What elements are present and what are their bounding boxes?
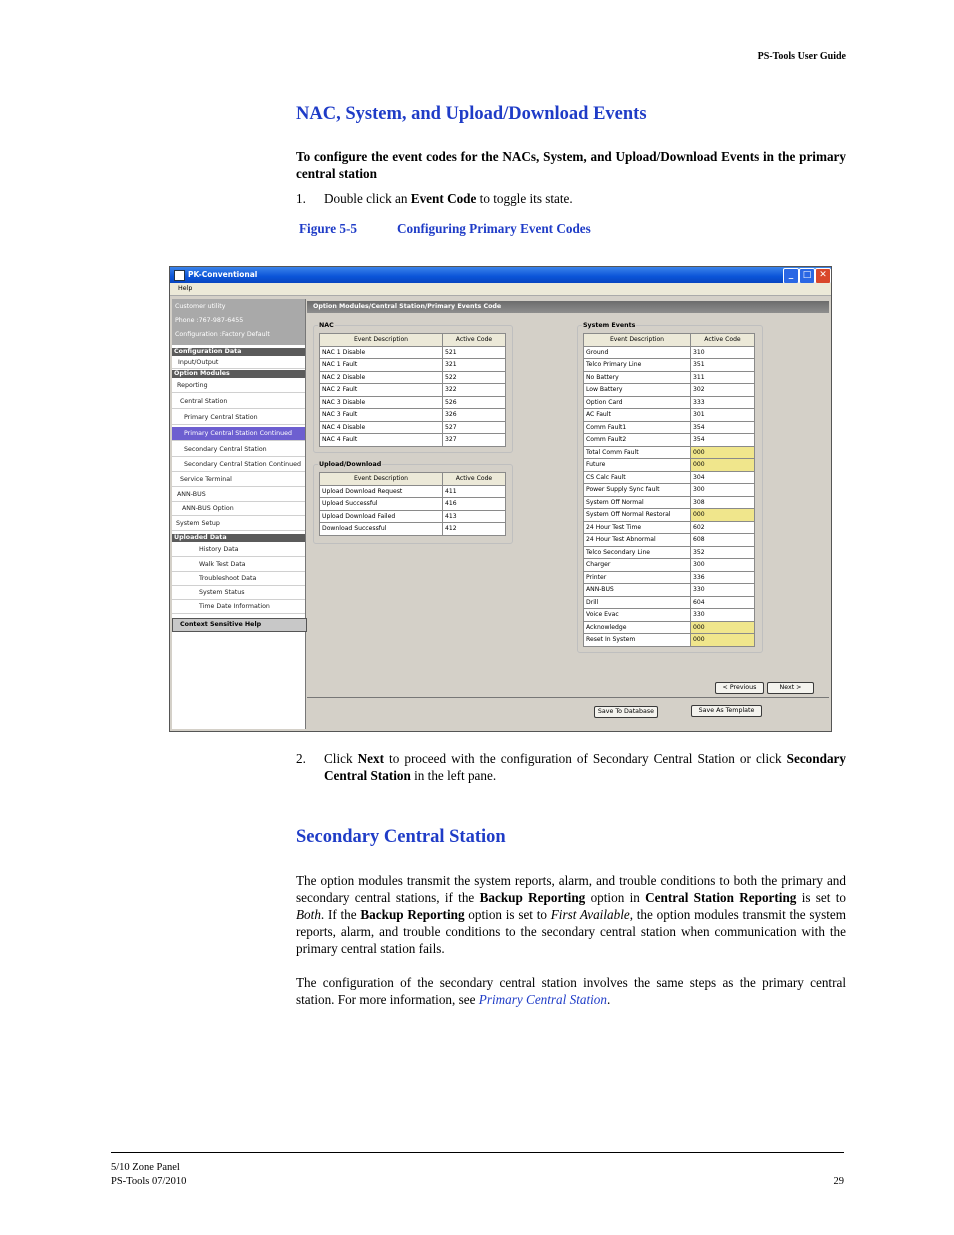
event-description-cell: NAC 2 Fault <box>320 384 443 397</box>
step-2-text: to proceed with the configuration of Secondary Central Station or click <box>384 751 787 766</box>
event-code-cell[interactable]: 416 <box>443 498 506 511</box>
figure-caption: Configuring Primary Event Codes <box>397 221 591 236</box>
table-row <box>584 346 755 359</box>
table-row <box>584 484 755 497</box>
section-config-data[interactable] <box>172 348 305 356</box>
nav-history-data[interactable] <box>172 543 305 557</box>
p1-bold: Central Station Reporting <box>645 890 797 905</box>
step-1-text: Double click an <box>324 191 411 206</box>
window-title: PK-Conventional <box>188 270 258 279</box>
secondary-paragraph-1 <box>296 872 846 957</box>
table-row <box>584 384 755 397</box>
nav-system-status[interactable] <box>172 586 305 600</box>
p1-text: The option modules transmit the system reports, alarm, and trouble conditions to both the primary and secondary central stations, if the <box>296 873 846 905</box>
running-header: PS-Tools User Guide <box>757 51 846 62</box>
step-1-number: 1. <box>296 191 306 206</box>
event-description-cell: Printer <box>584 571 691 584</box>
event-code-cell[interactable]: 527 <box>443 421 506 434</box>
nav-label: Central Station <box>180 398 228 405</box>
navigation-pane <box>172 299 306 729</box>
event-description-cell: NAC 1 Fault <box>320 359 443 372</box>
nav-troubleshoot-data[interactable] <box>172 572 305 586</box>
upload-download-group-caption: Upload/Download <box>319 461 382 468</box>
step-2 <box>296 750 846 784</box>
nav-primary-central-station-continued[interactable] <box>172 427 305 441</box>
info-configuration: Configuration :Factory Default <box>175 331 270 338</box>
event-code-cell[interactable]: 354 <box>691 421 755 434</box>
table-row <box>320 359 506 372</box>
event-code-cell[interactable]: 608 <box>691 534 755 547</box>
table-row <box>584 396 755 409</box>
event-code-cell[interactable]: 411 <box>443 485 506 498</box>
step-1-bold: Event Code <box>410 191 477 206</box>
step-1 <box>296 190 846 207</box>
save-to-database-button[interactable]: Save To Database <box>594 706 658 718</box>
event-description-cell: CS Calc Fault <box>584 471 691 484</box>
table-row <box>584 459 755 472</box>
event-code-cell[interactable]: 000 <box>691 459 755 472</box>
event-code-cell[interactable]: 522 <box>443 371 506 384</box>
table-row <box>584 509 755 522</box>
table-row <box>320 371 506 384</box>
nav-label: Primary Central Station Continued <box>184 430 292 437</box>
event-description-cell: Comm Fault1 <box>584 421 691 434</box>
section-title-secondary: Secondary Central Station <box>296 827 506 847</box>
table-row <box>320 498 506 511</box>
event-description-cell: 24 Hour Test Abnormal <box>584 534 691 547</box>
p1-text: , the option modules transmit the system reports, alarm, and trouble conditions to the secondary central station when communication with the primary central station fails. <box>296 907 847 956</box>
app-screenshot <box>169 266 832 732</box>
event-description-cell: Total Comm Fault <box>584 446 691 459</box>
nav-central-station[interactable] <box>172 395 305 409</box>
nav-secondary-central-station[interactable] <box>172 443 305 457</box>
event-description-cell: Power Supply Sync fault <box>584 484 691 497</box>
section-uploaded-data-label: Uploaded Data <box>174 534 227 541</box>
nac-group-caption: NAC <box>319 322 334 329</box>
nav-label: Service Terminal <box>180 476 232 483</box>
event-description-cell: Ground <box>584 346 691 359</box>
nav-time-date-information[interactable] <box>172 600 305 614</box>
table-row <box>584 609 755 622</box>
event-description-cell: Reset In System <box>584 634 691 647</box>
menu-help[interactable]: Help <box>178 285 193 292</box>
nav-label: Troubleshoot Data <box>199 575 257 582</box>
table-row <box>584 546 755 559</box>
table-row <box>584 584 755 597</box>
event-code-cell[interactable]: 351 <box>691 359 755 372</box>
menu-bar <box>170 283 831 296</box>
event-description-cell: Upload Successful <box>320 498 443 511</box>
table-row <box>320 409 506 422</box>
col-active-code: Active Code <box>443 473 506 486</box>
col-event-description: Event Description <box>320 473 443 486</box>
main-pane <box>307 299 829 729</box>
footer-doc: PS-Tools 07/2010 <box>111 1176 187 1187</box>
table-row <box>584 471 755 484</box>
event-description-cell: No Battery <box>584 371 691 384</box>
event-code-cell[interactable]: 413 <box>443 510 506 523</box>
table-row <box>320 346 506 359</box>
event-code-cell[interactable]: 602 <box>691 521 755 534</box>
event-description-cell: NAC 1 Disable <box>320 346 443 359</box>
event-description-cell: Drill <box>584 596 691 609</box>
event-code-cell[interactable]: 326 <box>443 409 506 422</box>
section-option-modules[interactable] <box>172 370 305 378</box>
footer-product: 5/10 Zone Panel <box>111 1162 180 1173</box>
p1-text: option in <box>585 890 646 905</box>
event-description-cell: AC Fault <box>584 409 691 422</box>
event-code-cell[interactable]: 310 <box>691 346 755 359</box>
customer-info <box>172 299 305 345</box>
event-code-cell[interactable]: 526 <box>443 396 506 409</box>
event-description-cell: 24 Hour Test Time <box>584 521 691 534</box>
nav-label: System Status <box>199 589 245 596</box>
upload-download-table-body <box>320 485 506 535</box>
event-description-cell: NAC 3 Fault <box>320 409 443 422</box>
table-row <box>320 434 506 447</box>
table-row <box>584 534 755 547</box>
section-option-modules-label: Option Modules <box>174 370 230 377</box>
table-row <box>584 571 755 584</box>
event-code-cell[interactable]: 336 <box>691 571 755 584</box>
table-row <box>584 621 755 634</box>
col-active-code: Active Code <box>691 334 755 347</box>
nav-label: ANN-BUS Option <box>182 505 234 512</box>
nav-label: Input/Output <box>178 359 219 366</box>
event-code-cell[interactable]: 330 <box>691 609 755 622</box>
event-description-cell: Comm Fault2 <box>584 434 691 447</box>
nav-secondary-central-station-continued[interactable] <box>172 458 305 472</box>
nac-group <box>313 322 513 453</box>
table-row <box>584 521 755 534</box>
table-row <box>320 485 506 498</box>
nav-ann-bus[interactable] <box>172 488 305 502</box>
col-event-description: Event Description <box>320 334 443 347</box>
table-row <box>584 634 755 647</box>
event-description-cell: Option Card <box>584 396 691 409</box>
event-description-cell: Charger <box>584 559 691 572</box>
context-help-label: Context Sensitive Help <box>180 621 262 628</box>
nav-primary-central-station[interactable] <box>172 411 305 425</box>
event-code-cell[interactable]: 000 <box>691 621 755 634</box>
table-row <box>584 446 755 459</box>
event-description-cell: Low Battery <box>584 384 691 397</box>
upload-download-table <box>319 472 506 536</box>
event-code-cell[interactable]: 304 <box>691 471 755 484</box>
event-code-cell[interactable]: 000 <box>691 634 755 647</box>
event-code-cell[interactable]: 521 <box>443 346 506 359</box>
col-active-code: Active Code <box>443 334 506 347</box>
event-description-cell: NAC 4 Fault <box>320 434 443 447</box>
maximize-icon[interactable]: □ <box>799 268 815 284</box>
event-description-cell: Upload Download Failed <box>320 510 443 523</box>
event-description-cell: Voice Evac <box>584 609 691 622</box>
table-row <box>584 409 755 422</box>
nav-reporting[interactable] <box>172 379 305 393</box>
event-code-cell[interactable]: 321 <box>443 359 506 372</box>
nav-label: Reporting <box>177 382 208 389</box>
main-pane-title <box>307 301 829 313</box>
p2-text: . <box>606 992 611 1007</box>
event-code-cell[interactable]: 308 <box>691 496 755 509</box>
nav-walk-test-data[interactable] <box>172 558 305 572</box>
p2-text: The configuration of the secondary central station involves the same steps as the primary central station. For more information, see <box>296 975 846 1007</box>
table-row <box>584 359 755 372</box>
page-number: 29 <box>833 1176 844 1187</box>
nav-label: Secondary Central Station Continued <box>184 461 301 468</box>
event-description-cell: Future <box>584 459 691 472</box>
event-code-cell[interactable]: 352 <box>691 546 755 559</box>
table-row <box>584 434 755 447</box>
table-row <box>320 510 506 523</box>
table-row <box>320 421 506 434</box>
nav-label: History Data <box>199 546 239 553</box>
nav-label: Time Date Information <box>199 603 270 610</box>
event-code-cell[interactable]: 000 <box>691 509 755 522</box>
system-events-group-caption: System Events <box>583 322 636 329</box>
p1-italic: First Available <box>550 907 630 922</box>
info-customer: Customer utility <box>175 303 226 310</box>
nav-label: System Setup <box>176 520 220 527</box>
event-code-cell[interactable]: 300 <box>691 559 755 572</box>
intro-instruction: To configure the event codes for the NACs, System, and Upload/Download Events in the primary central station <box>296 149 846 181</box>
save-as-template-button[interactable]: Save As Template <box>691 705 762 717</box>
section-title-events: NAC, System, and Upload/Download Events <box>296 104 647 124</box>
nac-table-body <box>320 346 506 446</box>
nav-system-setup[interactable] <box>172 517 305 531</box>
p1-italic: Both <box>296 907 321 922</box>
event-description-cell: System Off Normal <box>584 496 691 509</box>
system-events-table-body <box>584 346 755 646</box>
event-description-cell: Telco Secondary Line <box>584 546 691 559</box>
p1-bold: Backup Reporting <box>360 907 465 922</box>
bottom-button-bar <box>307 697 829 730</box>
p1-text: is set to <box>796 890 847 905</box>
nav-input-output[interactable] <box>172 357 305 369</box>
table-row <box>320 523 506 536</box>
main-pane-title-text: Option Modules/Central Station/Primary Events Code <box>313 303 502 310</box>
table-row <box>320 396 506 409</box>
event-description-cell: Acknowledge <box>584 621 691 634</box>
step-2-number: 2. <box>296 751 306 766</box>
figure-number: Figure 5-5 <box>299 221 357 236</box>
event-description-cell: NAC 2 Disable <box>320 371 443 384</box>
nav-label: ANN-BUS <box>177 491 206 498</box>
event-code-cell[interactable]: 300 <box>691 484 755 497</box>
system-events-group <box>577 322 763 653</box>
step-1-text-end: to toggle its state. <box>476 191 573 206</box>
close-icon[interactable]: ✕ <box>815 268 831 284</box>
nac-table <box>319 333 506 447</box>
event-description-cell: NAC 3 Disable <box>320 396 443 409</box>
event-code-cell[interactable]: 301 <box>691 409 755 422</box>
event-description-cell: Upload Download Request <box>320 485 443 498</box>
event-code-cell[interactable]: 604 <box>691 596 755 609</box>
step-2-bold-secondary: Secondary Central Station <box>324 751 846 783</box>
upload-download-group <box>313 461 513 544</box>
secondary-paragraph-2 <box>296 974 846 1008</box>
table-row <box>584 596 755 609</box>
section-config-data-label: Configuration Data <box>174 348 242 355</box>
event-code-cell[interactable]: 302 <box>691 384 755 397</box>
nav-ann-bus-option[interactable] <box>172 502 305 516</box>
event-code-cell[interactable]: 322 <box>443 384 506 397</box>
event-description-cell: Download Successful <box>320 523 443 536</box>
context-help-button[interactable] <box>172 618 307 632</box>
event-code-cell[interactable]: 354 <box>691 434 755 447</box>
section-uploaded-data[interactable] <box>172 534 305 542</box>
step-2-text: Click <box>324 751 358 766</box>
footer-rule <box>111 1152 844 1153</box>
nav-label: Walk Test Data <box>199 561 246 568</box>
table-row <box>320 384 506 397</box>
step-2-text: in the left pane. <box>410 768 497 783</box>
table-row <box>584 371 755 384</box>
window-titlebar <box>170 267 831 283</box>
step-2-body <box>324 750 846 784</box>
event-code-cell[interactable]: 327 <box>443 434 506 447</box>
info-phone: Phone :767-987-6455 <box>175 317 244 324</box>
p1-bold: Backup Reporting <box>479 890 586 905</box>
p1-text: . If the <box>320 907 361 922</box>
p1-text: option is set to <box>464 907 551 922</box>
event-code-cell[interactable]: 000 <box>691 446 755 459</box>
table-row <box>584 496 755 509</box>
event-code-cell[interactable]: 333 <box>691 396 755 409</box>
step-2-bold-next: Next <box>357 751 384 766</box>
nav-label: Secondary Central Station <box>184 446 267 453</box>
event-description-cell: NAC 4 Disable <box>320 421 443 434</box>
event-description-cell: Telco Primary Line <box>584 359 691 372</box>
event-code-cell[interactable]: 330 <box>691 584 755 597</box>
event-code-cell[interactable]: 412 <box>443 523 506 536</box>
next-button[interactable]: Next > <box>767 682 814 694</box>
table-row <box>584 559 755 572</box>
table-row <box>584 421 755 434</box>
event-description-cell: System Off Normal Restoral <box>584 509 691 522</box>
event-code-cell[interactable]: 311 <box>691 371 755 384</box>
minimize-icon[interactable]: _ <box>783 268 799 284</box>
event-description-cell: ANN-BUS <box>584 584 691 597</box>
nav-service-terminal[interactable] <box>172 473 305 487</box>
app-icon <box>174 270 185 281</box>
primary-central-station-link[interactable]: Primary Central Station <box>478 992 607 1007</box>
system-events-table <box>583 333 755 647</box>
previous-button[interactable]: < Previous <box>715 682 764 694</box>
nav-label: Primary Central Station <box>184 414 258 421</box>
col-event-description: Event Description <box>584 334 691 347</box>
